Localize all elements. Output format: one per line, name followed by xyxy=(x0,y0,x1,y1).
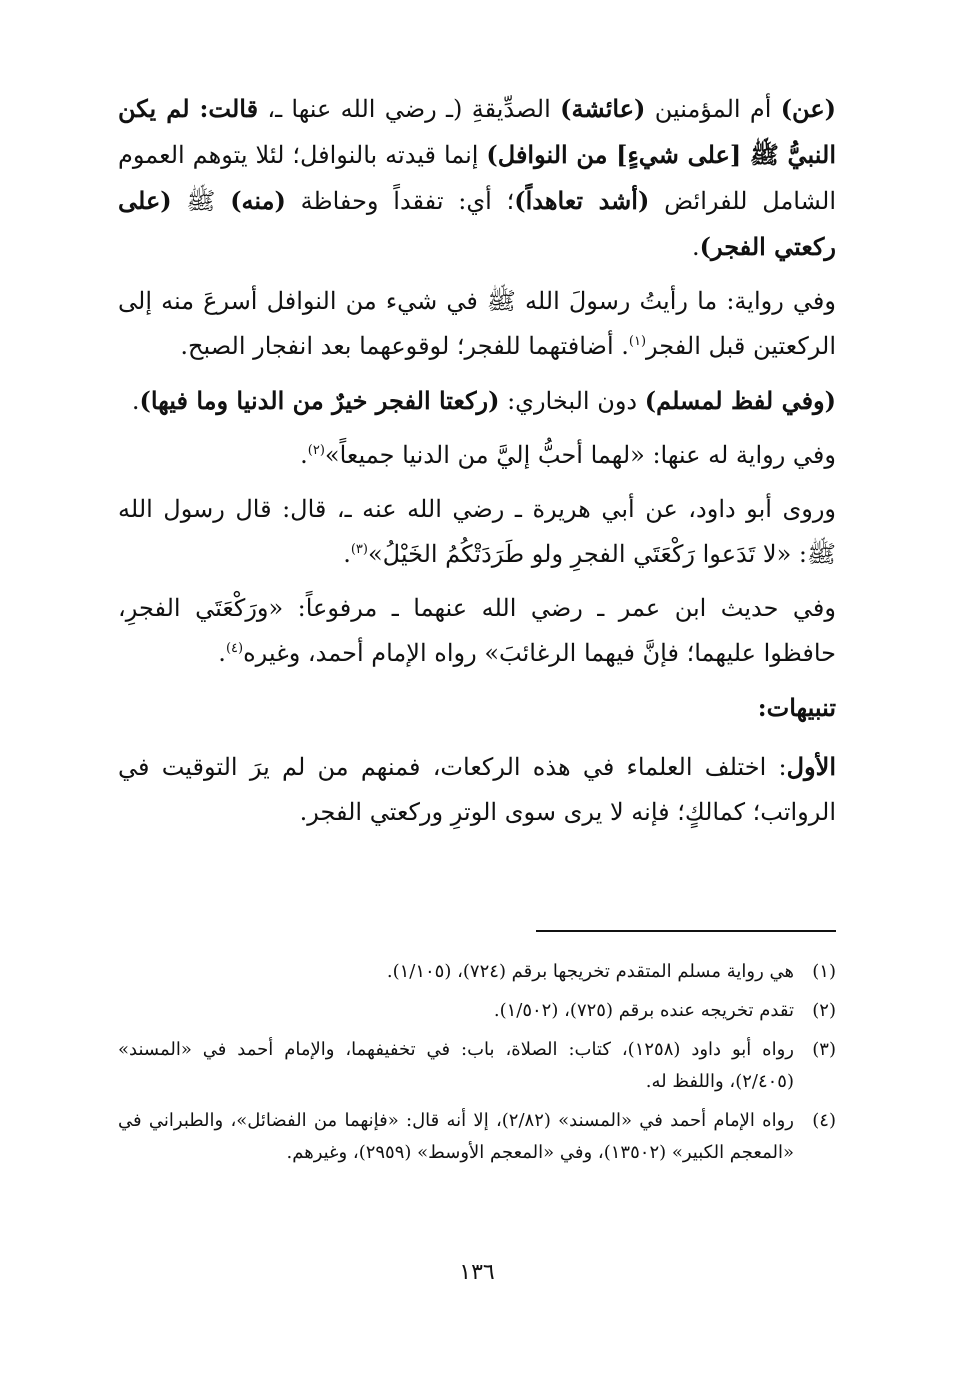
footnote-text: تقدم تخريجه عنده برقم (٧٢٥)، (١/٥٠٢). xyxy=(493,1000,794,1021)
footnote-text: رواه أبو داود (١٢٥٨)، كتاب: الصلاة، باب: في تخفيفهما، والإمام أحمد في «المسند» (٢/٤٠٥)، واللفظ له. xyxy=(118,1039,794,1092)
paragraph-2 xyxy=(118,279,836,369)
footnote-ref: (٤) xyxy=(225,641,244,656)
text-segment: وفي رواية: ما رأيتُ رسولَ الله ﷺ في شيء من النوافل أسرعَ منه إلى الركعتين قبل الفجر xyxy=(118,287,836,360)
text-segment: . xyxy=(343,540,351,568)
section-heading: تنبيهات: xyxy=(757,693,836,722)
footnotes xyxy=(118,956,836,1176)
text-segment: : اختلف العلماء في هذه الركعات، فمنهم من لم يرَ التوقيت في الرواتب؛ كمالكٍ؛ فإنه لا يرى سوى الوترِ وركعتي الفجر. xyxy=(118,753,836,826)
text-segment: (ركعتا الفجر خيرٌ من الدنيا وما فيها) xyxy=(139,386,500,415)
main-text xyxy=(118,86,836,835)
footnote-text: هي رواية مسلم المتقدم تخريجها برقم (٧٢٤)، (١/١٠٥). xyxy=(386,961,794,982)
paragraph-6 xyxy=(118,586,836,676)
text-segment: (عائشة) xyxy=(560,94,646,123)
text-segment: . xyxy=(300,441,308,469)
text-segment: (وفي لفظ لمسلم) xyxy=(644,386,836,415)
text-segment: دون البخاري: xyxy=(499,387,645,415)
footnote-item xyxy=(118,995,836,1027)
text-segment: قالت: لم يكن النبيُّ ﷺ [على شيءٍ] من النوافل) xyxy=(118,94,836,169)
text-segment: . أضافتهما للفجر؛ لوقوعهما بعد انفجار الصبح. xyxy=(180,332,629,360)
text-segment: . xyxy=(691,233,700,261)
text-segment: . xyxy=(218,639,226,667)
text-segment: (أشد تعاهداً) xyxy=(514,186,650,215)
text-segment: (على ركعتي الفجر) xyxy=(118,186,836,261)
text-segment: إنما قيدته بالنوافل؛ لئلا يتوهم العموم الشامل للفرائض xyxy=(118,141,837,215)
text-segment: الصدِّيقةِ (ـ رضي الله عنها ـ، xyxy=(258,95,561,123)
footnote-item xyxy=(118,1034,836,1098)
footnote-number: (٤) xyxy=(812,1110,836,1131)
footnote-divider xyxy=(536,930,836,932)
text-segment: الأول xyxy=(786,752,836,781)
paragraph-4 xyxy=(118,433,836,478)
paragraph-final xyxy=(118,744,836,835)
footnote-ref: (٣) xyxy=(350,542,368,557)
text-segment: . xyxy=(131,387,140,415)
footnote-item xyxy=(118,956,836,988)
paragraph-3 xyxy=(118,378,836,424)
paragraph-1 xyxy=(118,86,836,270)
text-segment: أم المؤمنين xyxy=(645,95,781,123)
footnote-number: (٣) xyxy=(812,1039,836,1060)
text-segment: (منه) xyxy=(230,186,286,215)
text-segment: ؛ أي: تفقداً وحفاظة xyxy=(285,187,515,215)
footnote-number: (٢) xyxy=(812,1000,836,1021)
text-segment: (عن) xyxy=(780,94,836,123)
footnote-ref: (١) xyxy=(628,334,647,349)
footnote-item xyxy=(118,1105,836,1169)
footnote-number: (١) xyxy=(812,961,836,982)
text-segment: وفي رواية له عنها: «لهما أحبُّ إليَّ من الدنيا جميعاً» xyxy=(324,441,836,469)
text-segment: ﷺ xyxy=(171,187,231,215)
text-segment: وفي حديث ابن عمر ـ رضي الله عنهما ـ مرفوعاً: «ورَكْعَتَي الفجرِ، حافظوا عليهما؛ فإنَّ فيهما الرغائبَ» رواه الإمام أحمد، وغيره xyxy=(118,594,836,667)
footnote-ref: (٢) xyxy=(307,443,325,458)
footnote-text: رواه الإمام أحمد في «المسند» (٢/٨٢)، إلا أنه قال: «فإنهما من الفضائل»، والطبراني في «المعجم الكبير» (١٣٥٠٢)، وفي «المعجم الأوسط» (٢٩٥٩)، وغيرهم. xyxy=(118,1110,794,1163)
page-number: ١٣٦ xyxy=(459,1260,495,1285)
paragraph-5 xyxy=(118,487,836,577)
text-segment: وروى أبو داود، عن أبي هريرة ـ رضي الله عنه ـ، قال: قال رسول الله ﷺ: «لا تَدَعوا رَكْعَتَي الفجرِ ولو طَرَدَتْكُمُ الخَيْلُ» xyxy=(118,495,836,568)
